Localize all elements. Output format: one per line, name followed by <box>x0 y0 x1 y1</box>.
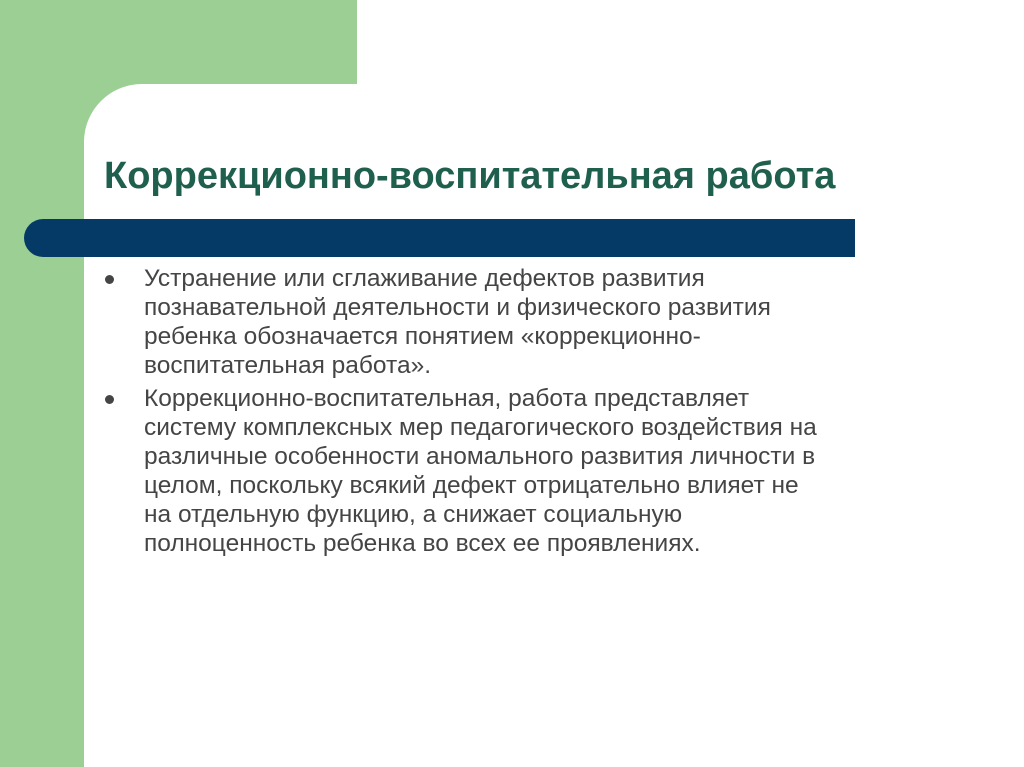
bullet-line: полноценность ребенка во всех ее проявлениях. <box>144 530 701 557</box>
title-underline-bar <box>24 219 855 257</box>
bullet-line: познавательной деятельности и физического развития <box>144 294 771 321</box>
bullet-dot-icon <box>105 275 114 284</box>
bullet-item <box>96 264 946 380</box>
bullet-line: различные особенности аномального развития личности в <box>144 443 816 470</box>
bullet-line: на отдельную функцию, а снижает социальную <box>144 501 683 528</box>
bullet-line: ребенка обозначается понятием «коррекционно- <box>144 323 701 350</box>
bullet-line: целом, поскольку всякий дефект отрицательно влияет не <box>144 472 799 499</box>
bullet-line: систему комплексных мер педагогического воздействия на <box>144 414 817 441</box>
bullet-list <box>96 264 946 562</box>
bullet-line: Коррекционно-воспитательная, работа представляет <box>144 385 750 412</box>
bullet-line: Устранение или сглаживание дефектов развития <box>144 265 705 292</box>
bullet-item <box>96 384 946 558</box>
bullet-line: воспитательная работа». <box>144 352 432 379</box>
slide-title: Коррекционно-воспитательная работа <box>104 155 836 197</box>
bullet-dot-icon <box>105 395 114 404</box>
